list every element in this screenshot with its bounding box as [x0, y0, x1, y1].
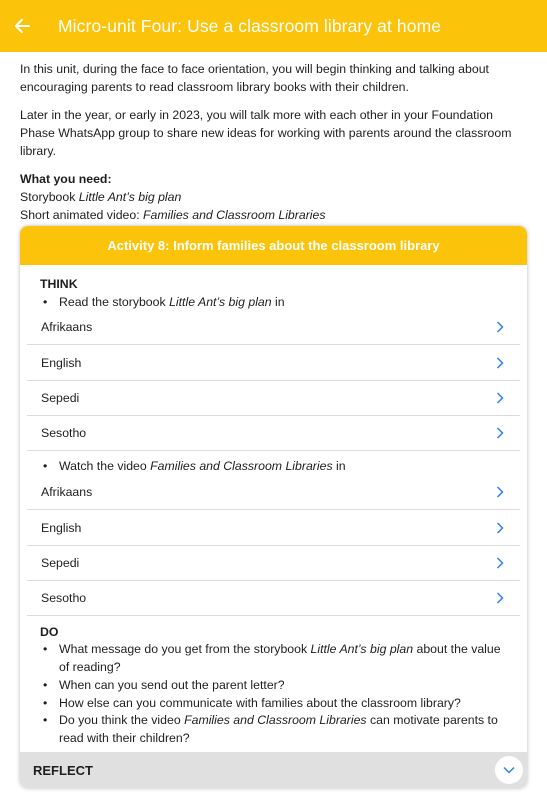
reflect-label: REFLECT [33, 762, 93, 778]
need-storybook: Storybook Little Ant’s big plan [20, 190, 182, 204]
do-question-1: • What message do you get from the storybook Little Ant’s big plan about the value of reading? [43, 642, 501, 674]
intro-section [20, 60, 530, 224]
do-question-3: • How else can you communicate with families about the classroom library? [43, 696, 461, 710]
chevron-down-icon[interactable] [495, 756, 523, 784]
chevron-right-icon [496, 426, 506, 440]
chevron-right-icon [496, 485, 506, 499]
storybook-link-english[interactable]: English [27, 346, 520, 381]
activity-title: Activity 8: Inform families about the classroom library [107, 238, 440, 253]
storybook-link-sesotho[interactable]: Sesotho [27, 416, 520, 451]
chevron-right-icon [496, 320, 506, 334]
intro-paragraph-2: Later in the year, or early in 2023, you will talk more with each other in your Foundation Phase WhatsApp group to share new ideas for working with parents around the classroom library. [20, 108, 512, 158]
video-link-afrikaans[interactable]: Afrikaans [27, 475, 520, 510]
video-link-english[interactable]: English [27, 511, 520, 546]
app-bar [0, 0, 547, 52]
do-question-4: • Do you think the video Families and Classroom Libraries can motivate parents to read with their children? [43, 713, 498, 745]
chevron-right-icon [496, 521, 506, 535]
do-question-2: • When can you send out the parent letter? [43, 678, 285, 692]
activity-card-header [20, 226, 527, 265]
page-title: Micro-unit Four: Use a classroom library at home [58, 15, 442, 36]
intro-paragraph-1: In this unit, during the face to face orientation, you will begin thinking and talking about encouraging parents to read classroom library books with their children. [20, 62, 489, 94]
storybook-link-sepedi[interactable]: Sepedi [27, 381, 520, 416]
chevron-right-icon [496, 391, 506, 405]
what-you-need-heading: What you need: [20, 172, 112, 186]
activity-card [20, 226, 527, 788]
back-arrow-icon[interactable] [0, 0, 42, 52]
chevron-right-icon [496, 356, 506, 370]
chevron-right-icon [496, 556, 506, 570]
read-storybook-bullet: • Read the storybook Little Ant’s big plan in [43, 295, 285, 309]
video-link-sepedi[interactable]: Sepedi [27, 546, 520, 581]
storybook-link-afrikaans[interactable]: Afrikaans [27, 310, 520, 345]
reflect-section-toggle[interactable] [20, 752, 527, 788]
think-heading: THINK [40, 277, 78, 291]
need-video: Short animated video: Families and Classroom Libraries [20, 208, 326, 222]
chevron-right-icon [496, 591, 506, 605]
video-link-sesotho[interactable]: Sesotho [27, 581, 520, 616]
do-heading: DO [40, 625, 59, 639]
watch-video-bullet: • Watch the video Families and Classroom Libraries in [43, 459, 346, 473]
